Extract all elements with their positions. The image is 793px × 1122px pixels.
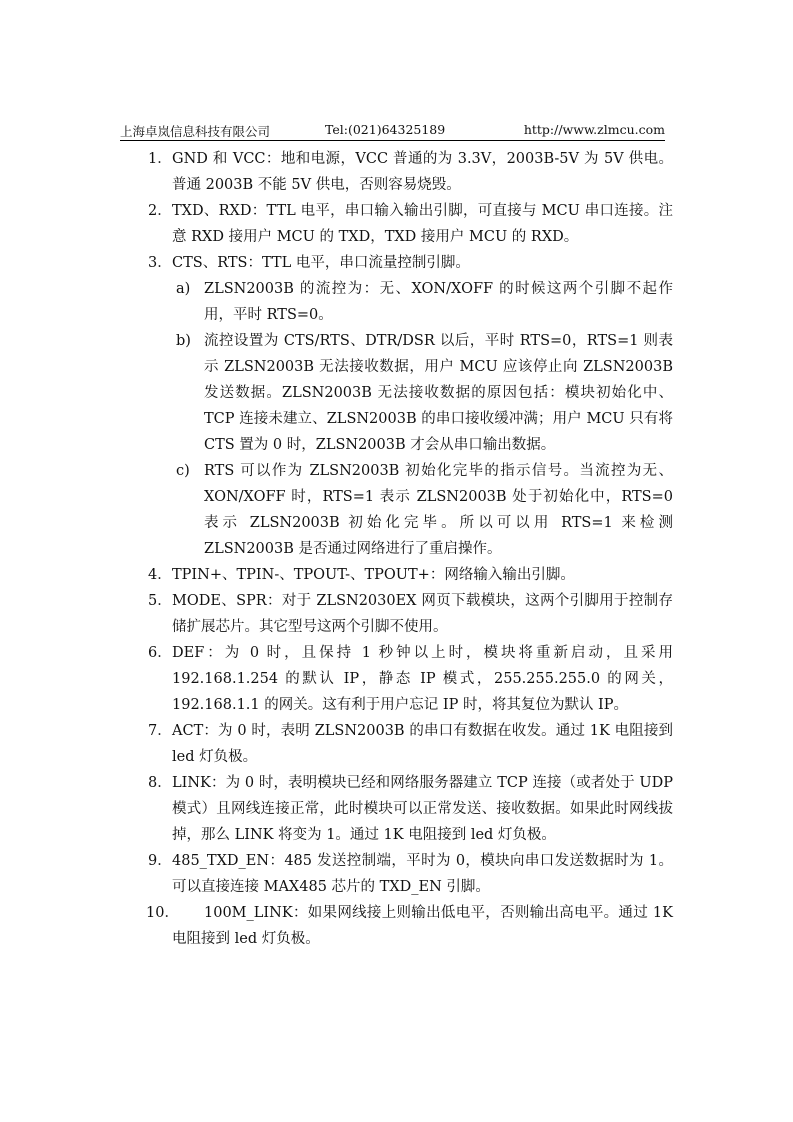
item-text: 100M_LINK：如果网线接上则输出低电平，否则输出高电平。通过 1K 电阻接到 led 灯负极。 xyxy=(172,905,673,947)
item-number: 10． xyxy=(146,905,179,921)
list-item-4 xyxy=(120,562,673,588)
item-text: LINK：为 0 时，表明模块已经和网络服务器建立 TCP 连接（或者处于 UDP 模式）且网线连接正常，此时模块可以正常发送、接收数据。如果此时网线拔掉，那么 LINK 将变为 1。通过 1K 电阻接到 led 灯负极。 xyxy=(172,775,673,843)
item-number: 6． xyxy=(148,645,172,661)
list-item-6 xyxy=(120,640,673,718)
sub-item-text: ZLSN2003B 的流控为：无、XON/XOFF 的时候这两个引脚不起作用，平时 RTS=0。 xyxy=(204,281,673,323)
sub-item-a xyxy=(120,276,673,328)
list-item-10 xyxy=(120,900,673,952)
item-number: 1． xyxy=(148,151,172,167)
sub-item-letter: a) xyxy=(176,281,191,297)
sub-item-text: RTS 可以作为 ZLSN2003B 初始化完毕的指示信号。当流控为无、XON/XOFF 时，RTS=1 表示 ZLSN2003B 处于初始化中，RTS=0 表示 ZLSN2003B 初始化完毕。所以可以用 RTS=1 来检测 ZLSN2003B 是否通过网络进行了重启操作。 xyxy=(204,463,673,557)
item-number: 4． xyxy=(148,567,172,583)
item-number: 3． xyxy=(148,255,172,271)
item-number: 5． xyxy=(148,593,172,609)
sub-item-letter: b) xyxy=(176,333,191,349)
header-url[interactable]: http://www.zlmcu.com xyxy=(523,122,665,137)
item-text: TPIN+、TPIN-、TPOUT-、TPOUT+：网络输入输出引脚。 xyxy=(172,567,575,583)
item-number: 8． xyxy=(148,775,172,791)
sub-item-c xyxy=(120,458,673,562)
item-text: GND 和 VCC：地和电源，VCC 普通的为 3.3V，2003B-5V 为 5V 供电。普通 2003B 不能 5V 供电，否则容易烧毁。 xyxy=(172,151,673,193)
page-header xyxy=(120,120,665,141)
item-text: ACT：为 0 时，表明 ZLSN2003B 的串口有数据在收发。通过 1K 电阻接到 led 灯负极。 xyxy=(172,723,673,765)
item-number: 7． xyxy=(148,723,172,739)
sub-item-text: 流控设置为 CTS/RTS、DTR/DSR 以后，平时 RTS=0，RTS=1 则表示 ZLSN2003B 无法接收数据，用户 MCU 应该停止向 ZLSN2003B 发送数据。ZLSN2003B 无法接收数据的原因包括：模块初始化中、TCP 连接未建立、ZLSN2003B 的串口接收缓冲满；用户 MCU 只有将 CTS 置为 0 时，ZLSN2003B 才会从串口输出数据。 xyxy=(204,333,673,453)
item-number: 2． xyxy=(148,203,172,219)
list-item-5 xyxy=(120,588,673,640)
pin-description-list xyxy=(120,146,673,952)
item-text: CTS、RTS：TTL 电平，串口流量控制引脚。 xyxy=(172,255,470,271)
list-item-8 xyxy=(120,770,673,848)
item-text: 485_TXD_EN：485 发送控制端，平时为 0，模块向串口发送数据时为 1。可以直接连接 MAX485 芯片的 TXD_EN 引脚。 xyxy=(172,853,673,895)
list-item-3 xyxy=(120,250,673,276)
list-item-2 xyxy=(120,198,673,250)
sub-item-letter: c) xyxy=(176,463,190,479)
list-item-1 xyxy=(120,146,673,198)
header-tel: Tel:(021)64325189 xyxy=(325,122,446,137)
item-text: MODE、SPR：对于 ZLSN2030EX 网页下载模块，这两个引脚用于控制存储扩展芯片。其它型号这两个引脚不使用。 xyxy=(172,593,673,635)
sub-item-b xyxy=(120,328,673,458)
list-item-9 xyxy=(120,848,673,900)
header-company: 上海卓岚信息科技有限公司 xyxy=(120,124,271,139)
item-number: 9． xyxy=(148,853,172,869)
list-item-7 xyxy=(120,718,673,770)
item-text: DEF：为 0 时，且保持 1 秒钟以上时，模块将重新启动，且采用 192.168.1.254 的默认 IP，静态 IP 模式，255.255.255.0 的网关，192.168.1.1 的网关。这有利于用户忘记 IP 时，将其复位为默认 IP。 xyxy=(172,645,673,713)
item-text: TXD、RXD：TTL 电平，串口输入输出引脚，可直接与 MCU 串口连接。注意 RXD 接用户 MCU 的 TXD，TXD 接用户 MCU 的 RXD。 xyxy=(172,203,673,245)
